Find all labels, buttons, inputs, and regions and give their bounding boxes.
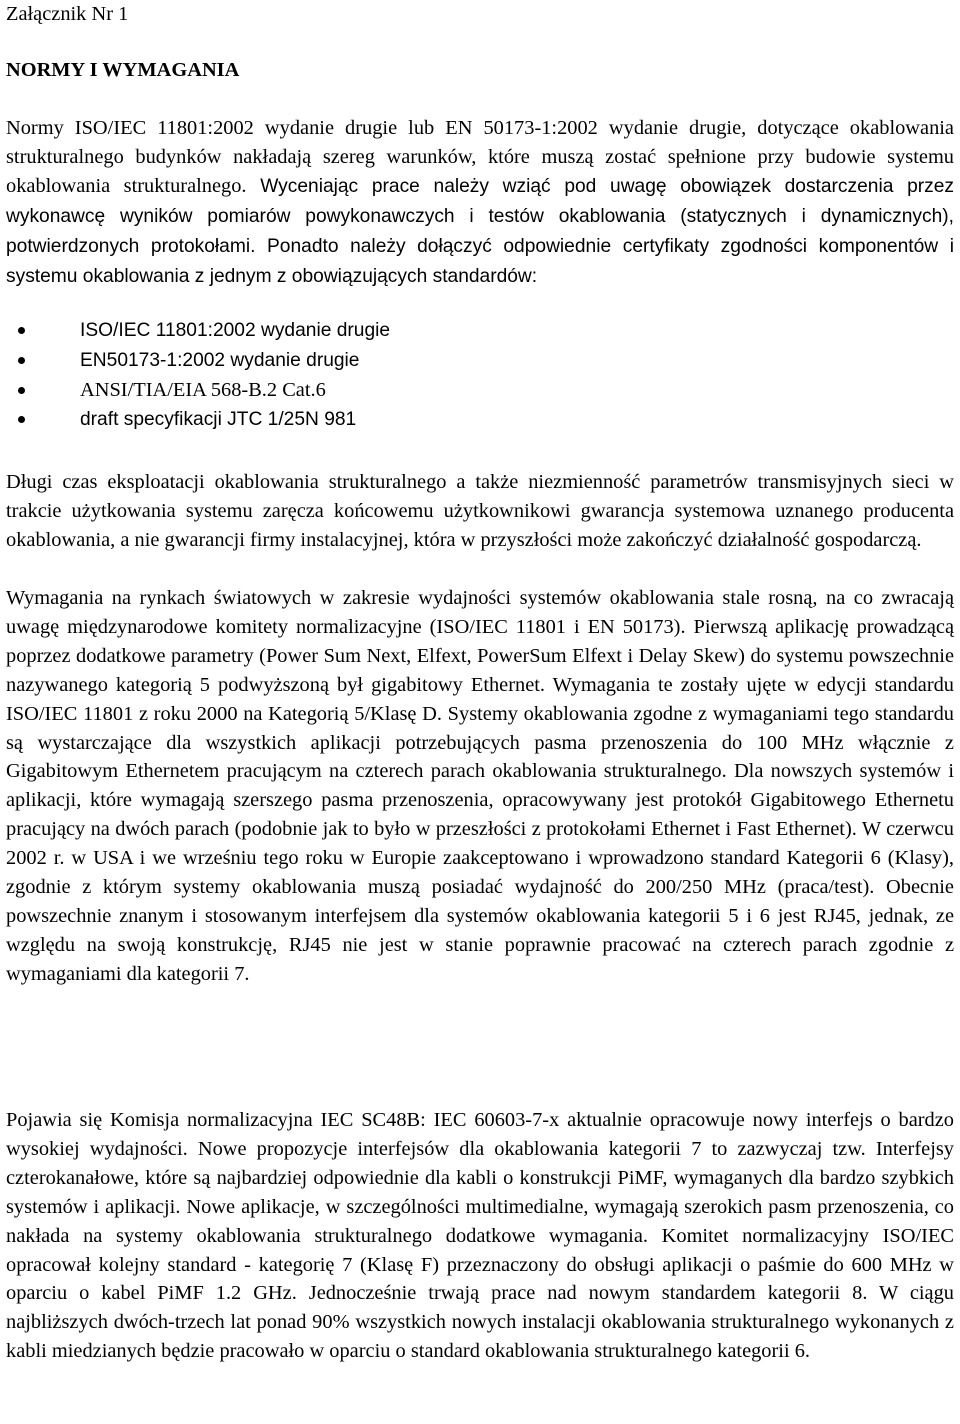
bullet-icon xyxy=(18,357,25,364)
document-title: NORMY I WYMAGANIA xyxy=(6,59,240,81)
list-item xyxy=(6,316,390,346)
list-item-text: EN50173-1:2002 wydanie drugie xyxy=(80,349,360,371)
intro-paragraph xyxy=(6,114,954,291)
requirements-paragraph xyxy=(6,584,954,989)
paragraph-text: Wymagania na rynkach światowych w zakresie wydajności systemów okablowania stale rosną, na co zwracają uwagę międzynarodowe komitety normalizacyjne (ISO/IEC 11801 i EN 50173). Pierwszą aplikację prowadzącą poprzez dodatkowe parametry (Power Sum Next, Elfext, PowerSum Elfext i Delay Skew) do systemu powszechnie nazywanego kategorią 5 podwyższoną był gigabitowy Ethernet. Wymagania te zostały ujęte w edycji standardu ISO/IEC 11801 z roku 2000 na Kategorią 5/Klasę D. Systemy okablowania zgodne z wymaganiami tego standardu są wystarczające dla wszystkich aplikacji potrzebujących pasma przenoszenia do 100 MHz włącznie z Gigabitowym Ethernetem pracującym na czterech parach okablowania strukturalnego. Dla nowszych systemów i aplikacji, które wymagają szerszego pasma przenoszenia, opracowywany jest protokół Gigabitowego Ethernetu pracujący na dwóch parach (podobnie jak to było w przeszłości z protokołami Ethernet i Fast Ethernet). W czerwcu 2002 r. w USA i we wrześniu tego roku w Europie zaakceptowano i wprowadzono standard Kategorii 6 (Klasy), zgodnie z którym systemy okablowania muszą posiadać wydajność do 200/250 MHz (praca/test). Obecnie powszechnie znanym i stosowanym interfejsem dla systemów okablowania kategorii 5 i 6 jest RJ45, jednak, ze względu na swoją konstrukcję, RJ45 nie jest w stanie poprawnie pracować na czterech parach zgodnie z wymaganiami dla kategorii 7. xyxy=(6,587,954,985)
intro-text-part2: Wyceniając prace należy wziąć pod uwagę obowiązek dostarczenia przez wykonawcę wyników pomiarów powykonawczych i testów okablowania (statycznych i dynamicznych), potwierdzonych protokołami. xyxy=(6,175,955,257)
lifetime-paragraph xyxy=(6,468,954,555)
list-item-text: ISO/IEC 11801:2002 wydanie drugie xyxy=(80,320,391,341)
list-item xyxy=(6,405,390,435)
list-item-text: ANSI/TIA/EIA 568-B.2 Cat.6 xyxy=(80,378,326,401)
attachment-label: Załącznik Nr 1 xyxy=(6,3,129,25)
paragraph-text: Długi czas eksploatacji okablowania strukturalnego a także niezmienność parametrów transmisyjnych sieci w trakcie użytkowania systemu zaręcza końcowemu użytkownikowi gwarancja systemowa uznanego producenta okablowania, a nie gwarancji firmy instalacyjnej, która w przyszłości może zakończyć działalność gospodarczą. xyxy=(6,471,954,551)
intro-text-part1: Normy ISO/IEC 11801:2002 wydanie drugie lub EN 50173-1:2002 wydanie drugie, dotyczące okablowania strukturalnego budynków nakładają szereg warunków, które muszą zostać spełnione przy budowie systemu okablowania strukturalnego. xyxy=(6,117,954,197)
list-item xyxy=(6,376,390,405)
bullet-icon xyxy=(18,416,25,423)
bullet-icon xyxy=(18,327,25,334)
paragraph-text: Pojawia się Komisja normalizacyjna IEC SC48B: IEC 60603-7-x aktualnie opracowuje nowy interfejs o bardzo wysokiej wydajności. Nowe propozycje interfejsów dla okablowania kategorii 7 to zazwyczaj tzw. Interfejsy czterokanałowe, które są najbardziej odpowiednie dla kabli o konstrukcji PiMF, wymaganych dla bardzo szybkich systemów i aplikacji. Nowe aplikacje, w szczególności multimedialne, wymagają szerokich pasm przenoszenia, co nakłada na systemy okablowania strukturalnego dodatkowe wymagania. Komitet normalizacyjny ISO/IEC opracował kolejny standard - kategorię 7 (Klasę F) przeznaczony do obsługi aplikacji o paśmie do 600 MHz w oparciu o kabel PiMF 1.2 GHz. Jednocześnie trwają prace nad nowym standardem kategorii 8. W ciągu najbliższych dwóch-trzech lat ponad 90% wszystkich nowych instalacji okablowania strukturalnego wykonanych z kabli miedzianych będzie pracowało w oparciu o standard okablowania strukturalnego kategorii 6. xyxy=(6,1109,954,1363)
bullet-icon xyxy=(18,387,25,394)
commission-paragraph xyxy=(6,1106,954,1366)
intro-text-part3: Ponadto należy dołączyć odpowiednie certyfikaty zgodności komponentów i systemu okablowania z jednym z obowiązujących standardów: xyxy=(6,235,954,287)
list-item xyxy=(6,346,390,376)
list-item-text: draft specyfikacji JTC 1/25N 981 xyxy=(80,408,357,430)
standards-list xyxy=(6,316,390,435)
